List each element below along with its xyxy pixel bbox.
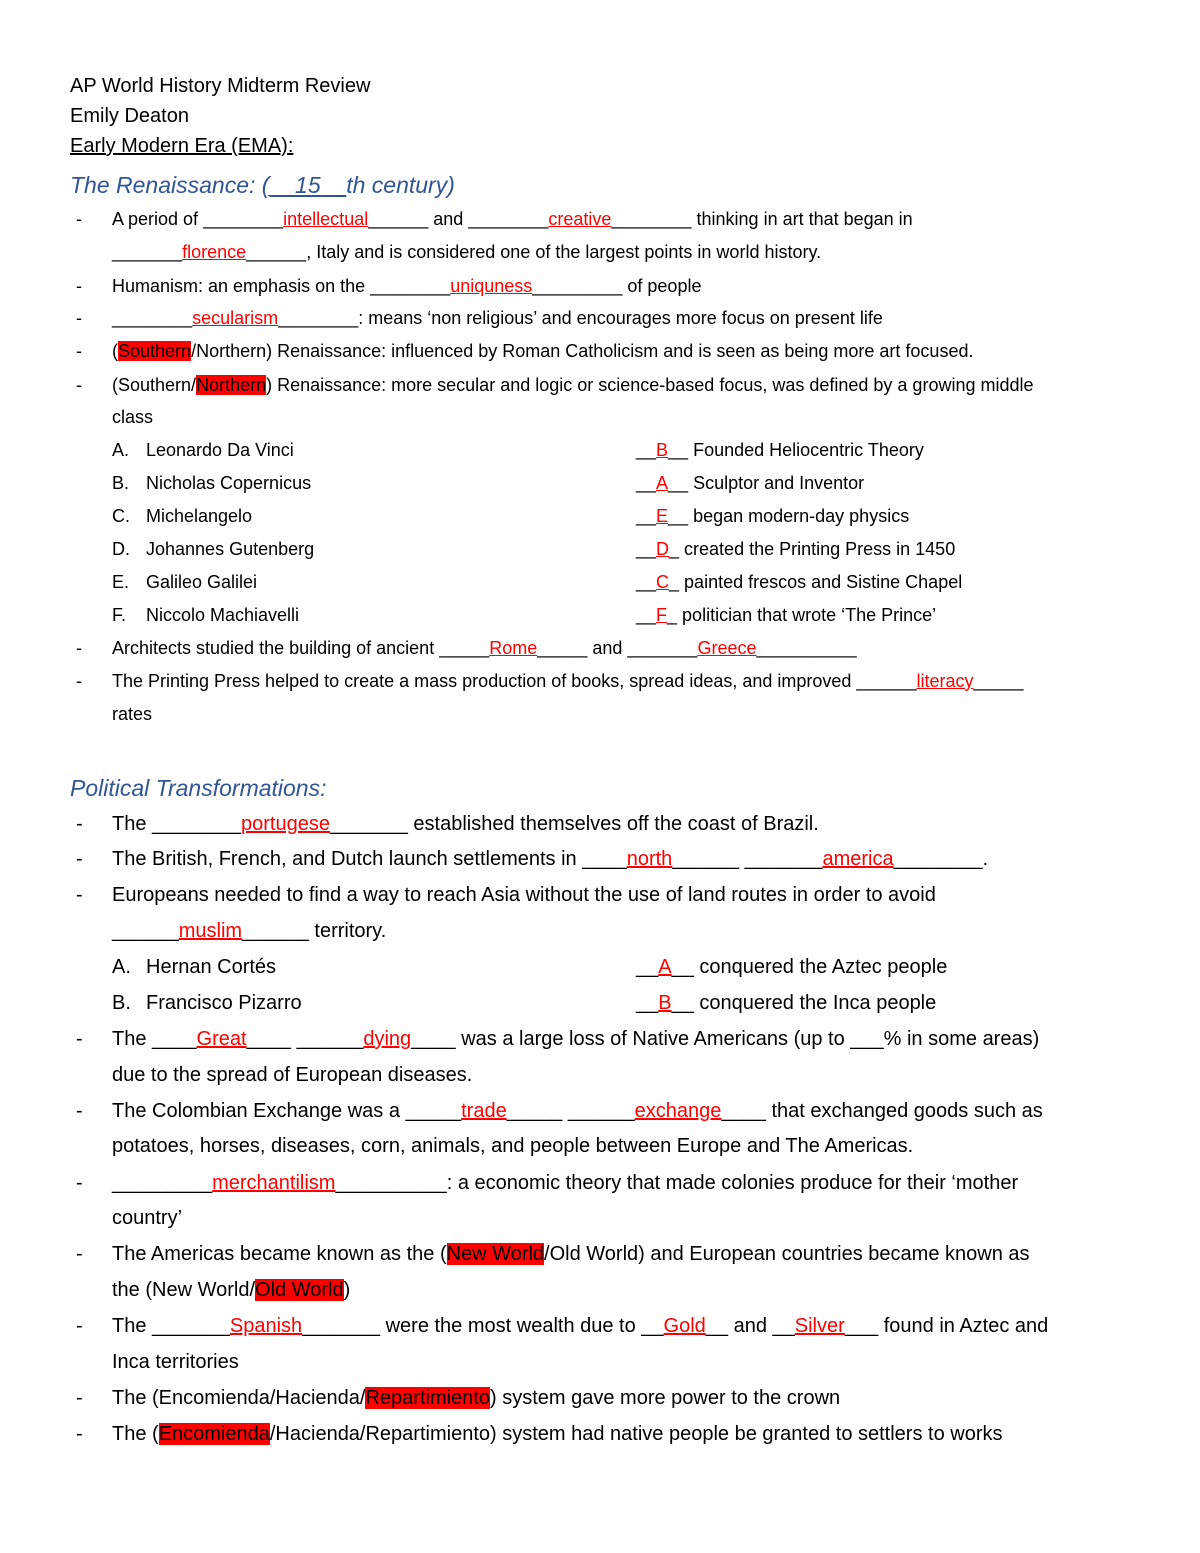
answer: Silver (794, 1315, 845, 1337)
item-text: The British, French, and Dutch launch settlements in ____north______ _______america________. (112, 848, 989, 870)
document-title: AP World History Midterm Review (70, 75, 371, 97)
author-name: Emily Deaton (70, 105, 189, 127)
bullet-dash: - (76, 813, 83, 835)
era-heading: Early Modern Era (EMA): (70, 135, 294, 157)
item-text: The (Encomienda/Hacienda/Repartimiento) system gave more power to the crown (112, 1387, 841, 1409)
answer: uniquness (450, 276, 533, 296)
matching-name: E. Galileo Galilei (112, 572, 258, 592)
answer: Gold (663, 1315, 706, 1337)
matching-name: B. Nicholas Copernicus (112, 473, 312, 493)
bullet-dash: - (76, 209, 82, 229)
bullet-dash: - (76, 341, 82, 361)
bullet-dash: - (76, 1028, 83, 1050)
item-text: Humanism: an emphasis on the ________uniquness_________ of people (112, 276, 702, 296)
item-text: The Colombian Exchange was a _____trade_____ ______exchange____ that exchanged goods such as (112, 1100, 1043, 1122)
answer: dying (363, 1028, 412, 1050)
bullet-dash: - (76, 884, 83, 906)
item-text: class (112, 407, 154, 427)
matching-answer: __A__ conquered the Aztec people (636, 956, 948, 978)
answer: merchantilism (212, 1172, 336, 1194)
bullet-dash: - (76, 1315, 83, 1337)
bullet-dash: - (76, 308, 82, 328)
item-text: Architects studied the building of ancient _____Rome_____ and _______Greece__________ (112, 638, 857, 658)
answer: Greece (697, 638, 757, 658)
answer: Spanish (229, 1315, 303, 1337)
item-text: Inca territories (112, 1351, 239, 1373)
answer: secularism (192, 308, 279, 328)
bullet-dash: - (76, 1423, 83, 1445)
matching-name: A. Leonardo Da Vinci (112, 440, 294, 460)
highlighted-answer: Old World (255, 1279, 344, 1301)
matching-answer: __B__ conquered the Inca people (636, 992, 937, 1014)
item-text: due to the spread of European diseases. (112, 1064, 473, 1086)
item-text: rates (112, 704, 153, 724)
answer: Great (196, 1028, 247, 1050)
political-heading: Political Transformations: (70, 775, 327, 801)
item-text: _________merchantilism__________: a economic theory that made colonies produce for their ‘mother (112, 1172, 1019, 1194)
item-text: ________secularism________: means ‘non religious’ and encourages more focus on present life (112, 308, 883, 328)
matching-name: C. Michelangelo (112, 506, 253, 526)
bullet-dash: - (76, 1243, 83, 1265)
bullet-dash: - (76, 276, 82, 296)
matching-name: F. Niccolo Machiavelli (112, 605, 300, 625)
item-text: The ____Great____ ______dying____ was a large loss of Native Americans (up to ___% in some areas) (112, 1028, 1040, 1050)
item-text: Europeans needed to find a way to reach Asia without the use of land routes in order to avoid (112, 884, 936, 906)
answer: trade (461, 1100, 507, 1122)
item-text: ______muslim______ territory. (112, 920, 387, 942)
item-text: the (New World/Old World) (112, 1279, 351, 1301)
matching-name: A. Hernan Cortés (112, 956, 277, 978)
item-text: The ________portugese_______ established themselves off the coast of Brazil. (112, 813, 819, 835)
matching-name: B. Francisco Pizarro (112, 992, 302, 1014)
highlighted-answer: Northern (196, 375, 267, 395)
item-text: (Southern/Northern) Renaissance: more secular and logic or science-based focus, was defined by a growing middle (112, 375, 1034, 395)
item-text: The Printing Press helped to create a mass production of books, spread ideas, and improved ______literacy_____ (112, 671, 1024, 691)
matching-answer: __E__ began modern-day physics (636, 506, 910, 526)
highlighted-answer: Repartimiento (365, 1387, 490, 1409)
highlighted-answer: New World (446, 1243, 545, 1265)
highlighted-answer: Encomienda (158, 1423, 270, 1445)
item-text: _______florence______, Italy and is considered one of the largest points in world history. (112, 242, 822, 262)
highlighted-answer: Southern (118, 341, 192, 361)
answer: literacy (916, 671, 974, 691)
answer: muslim (178, 920, 243, 942)
matching-answer: __C_ painted frescos and Sistine Chapel (636, 572, 963, 592)
answer: portugese (241, 813, 330, 835)
matching-answer: __D_ created the Printing Press in 1450 (636, 539, 956, 559)
answer: florence (182, 242, 247, 262)
matching-name: D. Johannes Gutenberg (112, 539, 315, 559)
item-text: (Southern/Northern) Renaissance: influenced by Roman Catholicism and is seen as being more art focused. (112, 341, 974, 361)
bullet-dash: - (76, 848, 83, 870)
bullet-dash: - (76, 638, 82, 658)
item-text: The Americas became known as the (New World/Old World) and European countries became known as (112, 1243, 1030, 1265)
bullet-dash: - (76, 1100, 83, 1122)
answer: creative (548, 209, 612, 229)
item-text: country’ (112, 1207, 183, 1229)
item-text: The (Encomienda/Hacienda/Repartimiento) system had native people be granted to settlers to works (112, 1423, 1003, 1445)
renaissance-heading: The Renaissance: (__15__th century) (70, 172, 455, 198)
matching-answer: __A__ Sculptor and Inventor (636, 473, 865, 493)
item-text: A period of ________intellectual______ and ________creative________ thinking in art that began in (112, 209, 913, 229)
answer: Rome (489, 638, 538, 658)
answer: exchange (634, 1100, 722, 1122)
item-text: potatoes, horses, diseases, corn, animals, and people between Europe and The Americas. (112, 1135, 914, 1157)
bullet-dash: - (76, 375, 82, 395)
bullet-dash: - (76, 1387, 83, 1409)
answer: north (626, 848, 673, 870)
item-text: The _______Spanish_______ were the most wealth due to __Gold__ and __Silver___ found in Aztec and (112, 1315, 1049, 1337)
matching-answer: __F_ politician that wrote ‘The Prince’ (636, 605, 937, 625)
answer: intellectual (283, 209, 369, 229)
bullet-dash: - (76, 1172, 83, 1194)
answer: america (822, 848, 894, 870)
bullet-dash: - (76, 671, 82, 691)
matching-answer: __B__ Founded Heliocentric Theory (636, 440, 924, 460)
